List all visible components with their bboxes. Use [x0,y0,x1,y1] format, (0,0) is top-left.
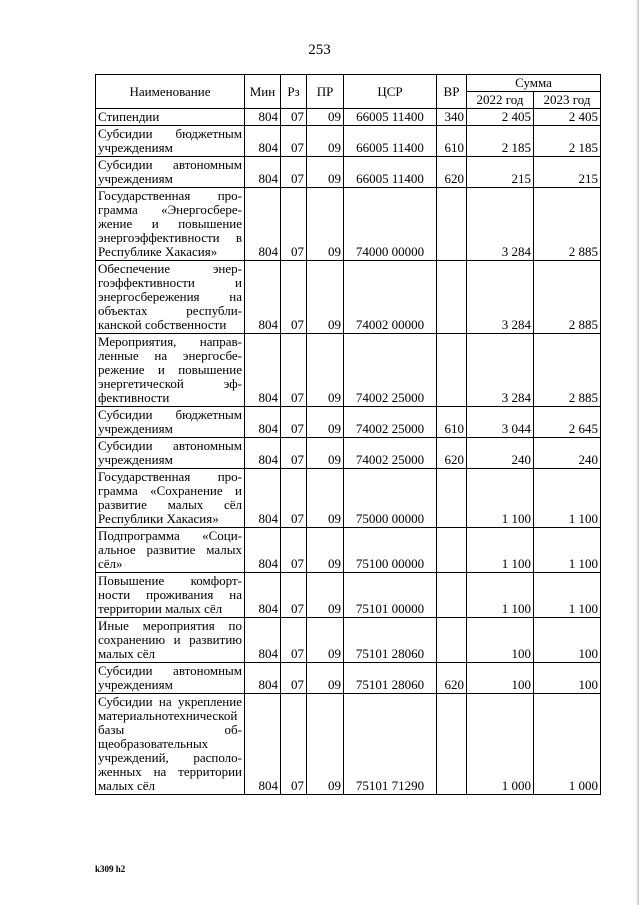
cell-min: 804 [245,126,281,157]
cell-pr: 09 [307,618,344,663]
cell-2022: 3 284 [467,188,534,261]
cell-csr: 74002 25000 [344,438,437,469]
cell-2022: 2 405 [467,109,534,126]
cell-2022: 1 100 [467,469,534,528]
cell-name: Субсидии автономным учреждениям [96,663,245,694]
cell-2022: 3 284 [467,261,534,334]
table-row [96,126,601,157]
budget-table [95,74,601,795]
cell-csr: 74000 00000 [344,188,437,261]
cell-vr [437,528,467,573]
cell-vr [437,573,467,618]
cell-vr [437,188,467,261]
cell-min: 804 [245,334,281,407]
cell-rz: 07 [281,528,307,573]
cell-name: Субсидии автономным учреждениям [96,157,245,188]
table-row [96,261,601,334]
cell-csr: 66005 11400 [344,157,437,188]
header-year-2022: 2022 год [467,92,534,109]
page-number: 253 [308,42,331,58]
table-row [96,188,601,261]
cell-rz: 07 [281,694,307,795]
cell-name: Государственная программа «Сохранение и развитие малых сёл Республики Хакасия» [96,469,245,528]
cell-2022: 100 [467,618,534,663]
cell-2022: 1 100 [467,573,534,618]
table-body [96,109,601,795]
table-row [96,438,601,469]
cell-2023: 100 [534,663,601,694]
table-row [96,334,601,407]
cell-csr: 74002 25000 [344,334,437,407]
cell-name: Подпрограмма «Социальное развитие малых сёл» [96,528,245,573]
cell-min: 804 [245,188,281,261]
cell-pr: 09 [307,188,344,261]
footer-code: k309 h2 [95,864,126,874]
table-row [96,528,601,573]
cell-vr [437,261,467,334]
cell-name: Мероприятия, направленные на энергосбережение и повышение энергетической эффективности [96,334,245,407]
table-row [96,573,601,618]
table-row [96,694,601,795]
table-row [96,407,601,438]
cell-name: Обеспечение энергоэффективности и энергосбережения на объектах республиканской собственности [96,261,245,334]
table-row [96,157,601,188]
header-min: Мин [245,75,281,109]
cell-min: 804 [245,694,281,795]
cell-2023: 2 885 [534,334,601,407]
cell-2023: 240 [534,438,601,469]
cell-name: Субсидии на укрепление материальнотехнической базы общеобразовательных учреждений, расположенных на территории малых сёл [96,694,245,795]
cell-csr: 75100 00000 [344,528,437,573]
cell-name: Стипендии [96,109,245,126]
cell-csr: 75101 71290 [344,694,437,795]
cell-pr: 09 [307,528,344,573]
cell-rz: 07 [281,618,307,663]
cell-2022: 215 [467,157,534,188]
cell-csr: 74002 25000 [344,407,437,438]
cell-rz: 07 [281,126,307,157]
cell-min: 804 [245,438,281,469]
cell-rz: 07 [281,188,307,261]
cell-rz: 07 [281,573,307,618]
cell-vr: 620 [437,438,467,469]
cell-2022: 3 284 [467,334,534,407]
cell-name: Субсидии бюджетным учреждениям [96,407,245,438]
cell-pr: 09 [307,438,344,469]
cell-vr: 340 [437,109,467,126]
cell-pr: 09 [307,573,344,618]
header-pr: ПР [307,75,344,109]
header-vr: ВР [437,75,467,109]
cell-pr: 09 [307,126,344,157]
cell-rz: 07 [281,469,307,528]
cell-2023: 2 405 [534,109,601,126]
cell-min: 804 [245,109,281,126]
cell-2023: 215 [534,157,601,188]
cell-min: 804 [245,157,281,188]
cell-vr: 620 [437,157,467,188]
header-rz: Рз [281,75,307,109]
cell-min: 804 [245,469,281,528]
cell-name: Государственная программа «Энергосбережение и повышение энергоэффективности в Республике Хакасия» [96,188,245,261]
cell-csr: 75101 28060 [344,618,437,663]
cell-2023: 2 885 [534,188,601,261]
cell-min: 804 [245,407,281,438]
cell-2022: 240 [467,438,534,469]
cell-csr: 75101 00000 [344,573,437,618]
table-row [96,109,601,126]
cell-2023: 1 100 [534,528,601,573]
cell-vr [437,334,467,407]
cell-pr: 09 [307,157,344,188]
cell-rz: 07 [281,663,307,694]
header-sum: Сумма [467,75,601,92]
cell-2023: 1 100 [534,469,601,528]
cell-2023: 1 000 [534,694,601,795]
cell-min: 804 [245,663,281,694]
header-csr: ЦСР [344,75,437,109]
cell-csr: 75000 00000 [344,469,437,528]
cell-vr [437,694,467,795]
cell-2022: 2 185 [467,126,534,157]
cell-pr: 09 [307,261,344,334]
cell-2023: 2 185 [534,126,601,157]
cell-2022: 100 [467,663,534,694]
cell-vr: 610 [437,126,467,157]
cell-min: 804 [245,618,281,663]
cell-rz: 07 [281,438,307,469]
table-row [96,469,601,528]
cell-vr [437,469,467,528]
cell-vr: 620 [437,663,467,694]
cell-2023: 2 885 [534,261,601,334]
cell-rz: 07 [281,334,307,407]
cell-2023: 1 100 [534,573,601,618]
cell-pr: 09 [307,663,344,694]
cell-pr: 09 [307,109,344,126]
cell-pr: 09 [307,694,344,795]
cell-2023: 2 645 [534,407,601,438]
cell-csr: 74002 00000 [344,261,437,334]
cell-pr: 09 [307,334,344,407]
cell-rz: 07 [281,261,307,334]
cell-min: 804 [245,573,281,618]
cell-csr: 66005 11400 [344,126,437,157]
cell-name: Субсидии автономным учреждениям [96,438,245,469]
table-row [96,618,601,663]
header-year-2023: 2023 год [534,92,601,109]
cell-min: 804 [245,261,281,334]
cell-min: 804 [245,528,281,573]
cell-name: Иные мероприятия по сохранению и развитию малых сёл [96,618,245,663]
cell-2022: 1 000 [467,694,534,795]
cell-vr [437,618,467,663]
cell-name: Повышение комфортности проживания на территории малых сёл [96,573,245,618]
cell-rz: 07 [281,109,307,126]
cell-vr: 610 [437,407,467,438]
table-row [96,663,601,694]
cell-csr: 75101 28060 [344,663,437,694]
cell-2023: 100 [534,618,601,663]
cell-pr: 09 [307,469,344,528]
cell-rz: 07 [281,407,307,438]
header-name: Наименование [96,75,245,109]
cell-name: Субсидии бюджетным учреждениям [96,126,245,157]
cell-pr: 09 [307,407,344,438]
cell-rz: 07 [281,157,307,188]
cell-2022: 1 100 [467,528,534,573]
cell-2022: 3 044 [467,407,534,438]
cell-csr: 66005 11400 [344,109,437,126]
